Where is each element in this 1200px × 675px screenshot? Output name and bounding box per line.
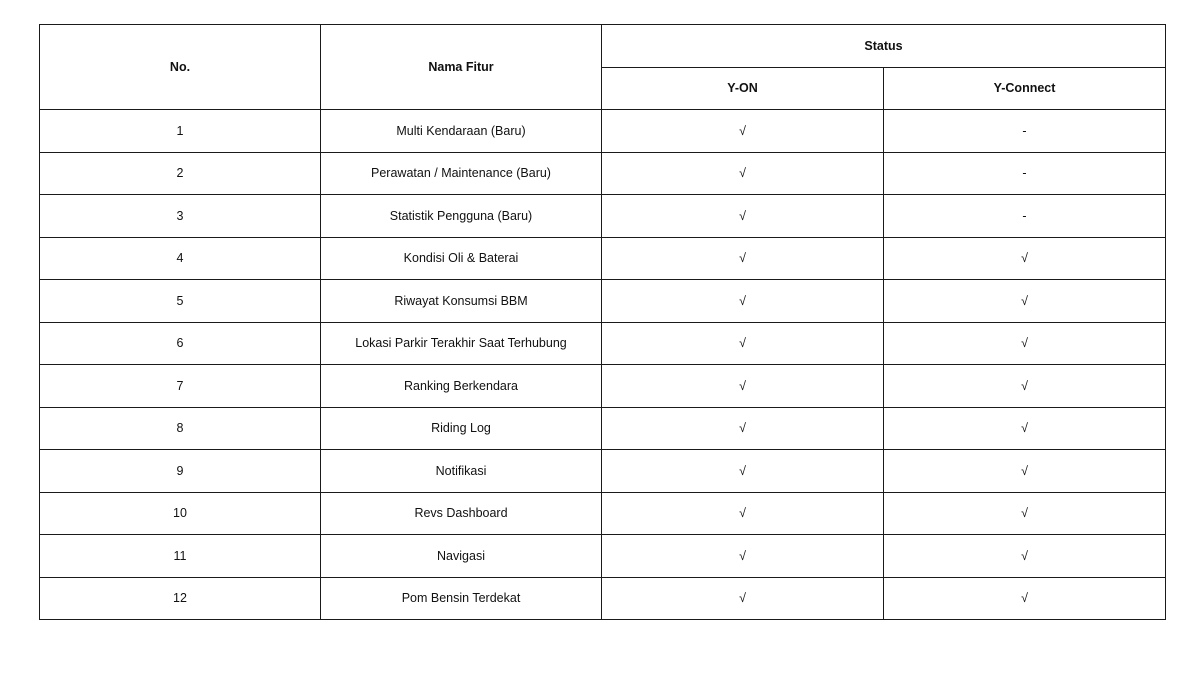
feature-comparison-table-container	[39, 24, 1165, 620]
cell-feature-name: Multi Kendaraan (Baru)	[321, 110, 602, 153]
cell-y-connect-status: √	[884, 450, 1166, 493]
cell-no: 6	[40, 322, 321, 365]
cell-y-connect-status: √	[884, 365, 1166, 408]
cell-no: 5	[40, 280, 321, 323]
cell-no: 3	[40, 195, 321, 238]
header-status: Status	[602, 25, 1166, 68]
table-row	[40, 322, 1166, 365]
cell-y-connect-status: √	[884, 535, 1166, 578]
cell-y-on-status: √	[602, 492, 884, 535]
cell-feature-name: Lokasi Parkir Terakhir Saat Terhubung	[321, 322, 602, 365]
cell-no: 12	[40, 577, 321, 620]
table-row	[40, 280, 1166, 323]
cell-y-on-status: √	[602, 280, 884, 323]
header-y-connect: Y-Connect	[884, 67, 1166, 110]
cell-y-on-status: √	[602, 110, 884, 153]
header-row-top	[40, 25, 1166, 68]
cell-no: 7	[40, 365, 321, 408]
cell-y-connect-status: √	[884, 492, 1166, 535]
cell-y-connect-status: √	[884, 322, 1166, 365]
cell-y-on-status: √	[602, 365, 884, 408]
cell-y-connect-status: √	[884, 407, 1166, 450]
cell-y-on-status: √	[602, 577, 884, 620]
table-header	[40, 25, 1166, 110]
cell-no: 10	[40, 492, 321, 535]
cell-feature-name: Perawatan / Maintenance (Baru)	[321, 152, 602, 195]
cell-y-on-status: √	[602, 152, 884, 195]
cell-y-connect-status: √	[884, 280, 1166, 323]
table-row	[40, 407, 1166, 450]
header-y-on: Y-ON	[602, 67, 884, 110]
table-row	[40, 237, 1166, 280]
table-row	[40, 492, 1166, 535]
table-row	[40, 152, 1166, 195]
table-body	[40, 110, 1166, 620]
cell-no: 11	[40, 535, 321, 578]
cell-feature-name: Revs Dashboard	[321, 492, 602, 535]
cell-feature-name: Kondisi Oli & Baterai	[321, 237, 602, 280]
header-no: No.	[40, 25, 321, 110]
cell-no: 2	[40, 152, 321, 195]
cell-no: 4	[40, 237, 321, 280]
cell-y-connect-status: -	[884, 152, 1166, 195]
table-row	[40, 110, 1166, 153]
cell-no: 1	[40, 110, 321, 153]
table-row	[40, 365, 1166, 408]
cell-y-on-status: √	[602, 237, 884, 280]
header-feature-name: Nama Fitur	[321, 25, 602, 110]
cell-y-on-status: √	[602, 407, 884, 450]
table-row	[40, 450, 1166, 493]
table-row	[40, 535, 1166, 578]
cell-y-on-status: √	[602, 322, 884, 365]
cell-feature-name: Riwayat Konsumsi BBM	[321, 280, 602, 323]
cell-feature-name: Notifikasi	[321, 450, 602, 493]
cell-y-on-status: √	[602, 450, 884, 493]
cell-y-connect-status: -	[884, 110, 1166, 153]
cell-feature-name: Statistik Pengguna (Baru)	[321, 195, 602, 238]
cell-feature-name: Pom Bensin Terdekat	[321, 577, 602, 620]
cell-no: 9	[40, 450, 321, 493]
cell-y-connect-status: √	[884, 237, 1166, 280]
cell-y-on-status: √	[602, 535, 884, 578]
table-row	[40, 195, 1166, 238]
cell-feature-name: Navigasi	[321, 535, 602, 578]
cell-no: 8	[40, 407, 321, 450]
cell-y-connect-status: -	[884, 195, 1166, 238]
cell-y-on-status: √	[602, 195, 884, 238]
table-row	[40, 577, 1166, 620]
cell-y-connect-status: √	[884, 577, 1166, 620]
cell-feature-name: Riding Log	[321, 407, 602, 450]
cell-feature-name: Ranking Berkendara	[321, 365, 602, 408]
feature-comparison-table	[39, 24, 1166, 620]
